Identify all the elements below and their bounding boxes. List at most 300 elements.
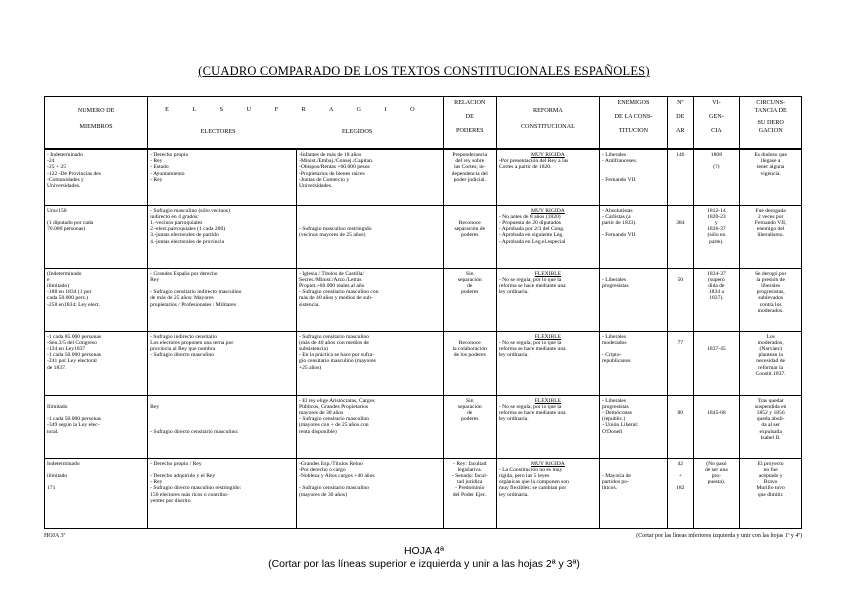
footer-instructions-right: (Cortar por las líneas inferiores izquierda y unir con las hojas 1ª y 4ª) bbox=[636, 533, 802, 539]
reforma-type: MUY RIGIDA bbox=[530, 152, 565, 158]
cell-line: 1808 bbox=[710, 152, 722, 158]
cell-reforma bbox=[496, 395, 599, 458]
cell-line: 1834-37 bbox=[707, 270, 726, 277]
cell-line: - En la práctica se hace por sufra- bbox=[298, 352, 374, 359]
table-row bbox=[45, 205, 802, 268]
cell-line: - Rey bbox=[150, 479, 163, 486]
cell-line: moderados, bbox=[757, 339, 784, 346]
cell-line: -Sen.3/5 del Congreso bbox=[47, 339, 97, 346]
cell-line: Bravo bbox=[763, 479, 778, 486]
cell-line: propietarios / Profesionales / Militares bbox=[150, 301, 236, 308]
cell-vigencia bbox=[693, 149, 740, 205]
cell-elegidos bbox=[296, 205, 443, 268]
cell-line: (sólo en bbox=[707, 232, 726, 239]
cell-line: poder judicial. bbox=[453, 176, 486, 183]
cell-line: Isabel II. bbox=[760, 434, 781, 441]
cell-reforma bbox=[496, 458, 599, 528]
cell-line: suspendida en bbox=[754, 403, 787, 410]
cell-line: -188 en 1834 (1 por bbox=[47, 289, 92, 296]
cell-line: - Fernando VII bbox=[601, 176, 636, 183]
cell-line: (Indeterminado bbox=[47, 270, 82, 277]
cell-line: -1 cada 50.000 personas bbox=[47, 416, 102, 423]
cell-line: de bbox=[467, 409, 473, 416]
cell-relacion bbox=[443, 395, 496, 458]
cell-electores bbox=[148, 205, 297, 268]
cell-circunstancia bbox=[740, 458, 802, 528]
header-elegidos: ELEGIDOS bbox=[342, 128, 373, 135]
cell-line: (más de 40 años con medios de bbox=[298, 339, 369, 346]
cell-line: de bbox=[467, 282, 473, 289]
cell-line: sublevados bbox=[758, 295, 784, 302]
cell-line: republicanos bbox=[601, 358, 631, 365]
cell-line: +25 años) bbox=[298, 364, 322, 371]
cell-line: -1 cada 85.000 personas bbox=[47, 333, 102, 340]
cell-line: legislativa. bbox=[457, 466, 482, 473]
cell-line: O'Donell bbox=[601, 428, 623, 435]
cell-line: necesidad de bbox=[756, 358, 785, 365]
cell-line: -Por derecho o cargo bbox=[298, 466, 346, 473]
cell-line: Tras quedar bbox=[757, 397, 784, 404]
reforma-type: FLEXIBLE bbox=[534, 333, 562, 340]
cell-line: - Sufragio censitario masculino bbox=[298, 416, 370, 423]
cell-miembros bbox=[45, 458, 148, 528]
cell-line: - Sufragio censitario masculino con bbox=[298, 289, 379, 296]
cell-line: -Obispos/Rentas +60.000 pesos bbox=[298, 164, 370, 171]
cell-line: provincia al Rey que nombra bbox=[150, 345, 216, 352]
cell-enemigos bbox=[599, 205, 667, 268]
cell-line: dependencia del bbox=[451, 170, 488, 177]
cell-line: Públicos, Grandes Propietarios bbox=[298, 403, 369, 410]
cell-vigencia bbox=[693, 395, 740, 458]
cell-line: -241 por Ley electoral bbox=[47, 358, 97, 365]
cell-line: - Sufragio censitario indirecto masculino bbox=[150, 289, 242, 296]
cell-line: - Liberales bbox=[601, 333, 627, 340]
reforma-type: MUY RIGIDA bbox=[530, 207, 565, 214]
cell-line: (No pasó bbox=[706, 460, 727, 467]
cell-line: 70.000 personas) bbox=[47, 226, 86, 233]
cell-line: de más de 25 años: Mayores bbox=[150, 295, 214, 302]
cell-line: -Propietarios de bienes raíces bbox=[298, 170, 365, 177]
cell-line: tad jurídica bbox=[457, 479, 483, 486]
cell-enemigos bbox=[599, 268, 667, 331]
cell-line: - Estado bbox=[150, 164, 169, 171]
cell-line: - Liberales bbox=[601, 152, 627, 158]
cell-line: - Unión Liberal: bbox=[601, 422, 639, 429]
cell-line: - No se regula, por lo que la bbox=[498, 403, 562, 410]
cell-line: - Sufragio masculino restringido bbox=[298, 226, 372, 233]
cell-line: separación bbox=[457, 403, 482, 410]
cell-line: - Sufragio indirecto censitario bbox=[150, 333, 218, 340]
cell-line: - El rey elige Aristócratas, Cargos bbox=[298, 397, 375, 404]
reforma-type: FLEXIBLE bbox=[534, 397, 562, 404]
cell-line: Reconoce bbox=[458, 339, 481, 346]
cell-line: - No antes de 8 años (1820) bbox=[498, 213, 561, 220]
cell-enemigos bbox=[599, 395, 667, 458]
cell-line: Es dudoso que bbox=[754, 152, 787, 158]
cell-line: 77 bbox=[677, 339, 684, 346]
cell-line: -24 bbox=[47, 158, 55, 165]
cell-line: partir de 1833). bbox=[601, 219, 637, 226]
cell-line: Se derogó por bbox=[754, 270, 787, 277]
cell-line: vigencia. bbox=[760, 170, 781, 177]
cell-line: - Antifranceses. bbox=[601, 158, 638, 165]
cell-line: (superó bbox=[708, 276, 725, 283]
cell-line: las Cortes; in- bbox=[454, 164, 486, 171]
header-electores: ELECTORES bbox=[200, 128, 236, 135]
cell-electores bbox=[148, 395, 297, 458]
cell-line: - Sufragio directo masculino restringido: bbox=[150, 485, 242, 492]
cell-line: de los poderes bbox=[453, 352, 486, 359]
cell-line: - Propuesta de 20 diputados bbox=[498, 219, 561, 226]
cell-line: - Rey bbox=[150, 176, 163, 183]
cell-reforma bbox=[496, 331, 599, 395]
cell-electores bbox=[148, 149, 297, 205]
cell-line: - No se regula, por lo que la bbox=[498, 339, 562, 346]
cell-line: - Sufragio censitario masculino bbox=[298, 333, 370, 340]
cell-line: separación de bbox=[454, 226, 486, 233]
cell-line: poderes bbox=[461, 232, 479, 239]
cell-line: - Fernando VII bbox=[601, 232, 636, 239]
cell-line: ley ordinaria. bbox=[498, 416, 529, 423]
cell-line: 50 bbox=[677, 276, 684, 283]
cell-line: Los bbox=[766, 333, 775, 340]
cell-line: -122 -De Provincias des bbox=[47, 170, 101, 177]
cell-line: - Liberales bbox=[601, 397, 627, 404]
cell-line: Propiet.+60.000 reales al año bbox=[298, 282, 365, 289]
cell-miembros bbox=[45, 268, 148, 331]
cell-line: Rey bbox=[150, 403, 160, 410]
cell-line: dida de bbox=[708, 282, 725, 289]
cell-line: que dimitir. bbox=[757, 491, 784, 498]
cell-line: -Nobleza y Altos cargos +40 años bbox=[298, 472, 375, 479]
cell-line: Rey bbox=[150, 276, 160, 283]
cell-circunstancia bbox=[740, 205, 802, 268]
cell-line: 2.-elect.parroquiales (1 cada 200) bbox=[150, 226, 226, 233]
cell-relacion bbox=[443, 205, 496, 268]
cell-line: cada 50.000 pers.) bbox=[47, 295, 89, 302]
cell-line: queda aboli- bbox=[756, 416, 785, 423]
cell-line: Sin bbox=[466, 270, 474, 277]
cell-line: Universidades. bbox=[47, 183, 81, 190]
cell-line: - Aprobada en Leg.el.especial bbox=[498, 238, 566, 245]
cell-line: 1836-37 bbox=[707, 226, 726, 233]
cell-line: rígida, pero las 5 leyes bbox=[498, 472, 550, 479]
cell-line: moderados. bbox=[757, 307, 784, 314]
cell-line: Universidades. bbox=[298, 183, 333, 190]
cell-line: ilimitado) bbox=[47, 282, 70, 289]
cell-line: e bbox=[47, 276, 50, 283]
header-sufragio: E L S U F R A G I O ELECTORES ELEGIDOS bbox=[148, 97, 444, 150]
cell-enemigos bbox=[599, 458, 667, 528]
reforma-type: FLEXIBLE bbox=[534, 270, 562, 277]
cell-line: (vecinos mayores de 25 años) bbox=[298, 232, 366, 239]
cell-elegidos bbox=[296, 149, 443, 205]
cell-elegidos bbox=[296, 395, 443, 458]
cell-line: - Sufragio directo masculino bbox=[150, 352, 214, 359]
cell-line: ley ordinaria. bbox=[498, 352, 529, 359]
cell-line: progresistas bbox=[601, 282, 629, 289]
cell-line: - Demócratas bbox=[601, 409, 632, 416]
cell-line: renta disponible) bbox=[298, 428, 337, 435]
cell-line: - Absolutistas bbox=[601, 207, 633, 214]
cell-line: pro- bbox=[711, 472, 722, 479]
footer-hoja-left: HOJA 3ª bbox=[44, 533, 66, 539]
cell-line: separación bbox=[457, 276, 482, 283]
cell-line: - Aprobada por 2/3 del Cong. bbox=[498, 226, 565, 233]
cell-line: 1812-14 bbox=[707, 207, 726, 214]
cell-vigencia bbox=[693, 268, 740, 331]
cell-line: (Narváez) bbox=[759, 345, 782, 352]
cell-line: parte). bbox=[709, 238, 724, 245]
cell-electores bbox=[148, 268, 297, 331]
cell-line: liberales bbox=[761, 282, 781, 289]
cell-miembros bbox=[45, 331, 148, 395]
cell-line: moderados bbox=[601, 339, 627, 346]
cell-line: del Poder Ejec. bbox=[452, 491, 487, 498]
cell-line: - Rey bbox=[150, 158, 163, 165]
cell-line: 171 bbox=[47, 485, 56, 492]
cell-line: de 1837. bbox=[47, 364, 67, 371]
cell-numero bbox=[668, 458, 694, 528]
cell-line: contra los bbox=[759, 301, 782, 308]
cell-line: - Aprobada en siguiente Leg. bbox=[498, 232, 564, 239]
cell-line: Ilimitado bbox=[47, 403, 68, 410]
cell-line: muy flexibles: se cambian por bbox=[498, 485, 567, 492]
cell-line: 150 electores más ricos o contribu- bbox=[150, 491, 229, 498]
cell-line: expulsada bbox=[759, 428, 782, 435]
cell-line: - Iglesia / Títulos de Castilla/ bbox=[298, 270, 364, 277]
cell-relacion bbox=[443, 331, 496, 395]
hoja-instructions: (Cortar por las líneas superior e izquierda y unir a las hojas 2ª y 3ª) bbox=[268, 558, 580, 570]
document-title: (CUADRO COMPARADO DE LOS TEXTOS CONSTITUCIONALES ESPAÑOLES) bbox=[198, 64, 650, 78]
cell-line: - Grandes España por derecho bbox=[150, 270, 218, 277]
cell-line: puesta). bbox=[707, 479, 726, 486]
table-row bbox=[45, 331, 802, 395]
cell-line: -134 en Ley1837 bbox=[47, 345, 86, 352]
cell-numero bbox=[668, 149, 694, 205]
cell-line: - Sufragio censitario masculino bbox=[298, 485, 370, 492]
cell-line: 1.-vecinos parroquiales bbox=[150, 219, 203, 226]
cell-line: - Ayuntamiento bbox=[150, 170, 185, 177]
cell-line: -Infantes de más de 18 años bbox=[298, 152, 362, 158]
cell-circunstancia bbox=[740, 268, 802, 331]
header-reforma: REFORMA CONSTITUCIONAL bbox=[496, 97, 599, 150]
cell-line: - Derecho propio bbox=[150, 152, 189, 158]
comparison-table bbox=[44, 96, 802, 529]
cell-line: Murillo tuvo bbox=[756, 485, 785, 492]
cell-numero bbox=[668, 268, 694, 331]
header-numero: Nº DE AR bbox=[668, 97, 694, 150]
cell-line: reforma se hace mediante una bbox=[498, 282, 566, 289]
cell-miembros bbox=[45, 205, 148, 268]
cell-line: orgánicas que la componen son bbox=[498, 479, 569, 486]
cell-line: 1834 a bbox=[708, 289, 724, 296]
cell-line: la presión de bbox=[756, 276, 785, 283]
cell-line: llegase a bbox=[760, 158, 781, 165]
cell-line: poderes bbox=[461, 289, 479, 296]
cell-line: reformar la bbox=[758, 364, 784, 371]
cell-line: El proyecto bbox=[757, 460, 784, 467]
cell-line: (mayores con + de 25 años con bbox=[298, 422, 369, 429]
cell-line: y bbox=[715, 219, 718, 226]
cell-line: Preponderancia bbox=[452, 152, 488, 158]
cell-relacion bbox=[443, 458, 496, 528]
cell-line: - Derecho propio / Rey bbox=[150, 460, 202, 467]
cell-line: -349 según la Ley elec- bbox=[47, 422, 100, 429]
cell-line: -Por presentación del Rey a las bbox=[498, 158, 569, 165]
table-row bbox=[45, 458, 802, 528]
header-row bbox=[45, 97, 802, 150]
cell-line: Los electores proponen una terna por bbox=[150, 339, 234, 346]
cell-miembros bbox=[45, 149, 148, 205]
cell-line: la colaboración bbox=[452, 345, 487, 352]
cell-line: - Sufragio masculino (sólo vecinos) bbox=[150, 207, 230, 214]
cell-line: -25 + 25 bbox=[47, 164, 67, 171]
table-row bbox=[45, 149, 802, 205]
cell-line: - La Constitución no es muy bbox=[498, 466, 563, 473]
cell-line: 1837-45 bbox=[707, 345, 726, 352]
cell-line: líticos. bbox=[601, 485, 618, 492]
hoja-title: HOJA 4ª bbox=[403, 545, 445, 557]
cell-vigencia bbox=[693, 205, 740, 268]
cell-relacion bbox=[443, 268, 496, 331]
cell-line: del rey sobre bbox=[455, 158, 485, 165]
cell-line: - Rey: facultad bbox=[453, 460, 487, 467]
cell-line: -1 cada 50.000 personas bbox=[47, 352, 102, 359]
cell-line: de ser una bbox=[705, 466, 728, 473]
cell-line: (mayores de 30 años) bbox=[298, 491, 347, 498]
cell-elegidos bbox=[296, 331, 443, 395]
cell-vigencia bbox=[693, 458, 740, 528]
cell-line: Uno/150 bbox=[47, 207, 67, 214]
cell-line: -Minist./Embaj./Consej./Capitan. bbox=[298, 158, 374, 165]
cell-line: 384 bbox=[676, 219, 685, 226]
cell-line: -258 en1834: Ley elect. bbox=[47, 301, 101, 308]
cell-line: 1837). bbox=[709, 295, 724, 302]
table-row bbox=[45, 395, 802, 458]
cell-line: liberalismo. bbox=[757, 232, 784, 239]
cell-line: da al ser bbox=[761, 422, 780, 429]
cell-line: sistencia. bbox=[298, 301, 320, 308]
cell-line: - Carlistas (a bbox=[601, 213, 631, 220]
header-miembros: NUMERO DE MIEMBROS bbox=[45, 97, 148, 150]
cell-vigencia bbox=[693, 331, 740, 395]
cell-line: reforma se hace mediante una bbox=[498, 409, 566, 416]
cell-elegidos bbox=[296, 458, 443, 528]
reforma-type: MUY RIGIDA bbox=[530, 460, 565, 467]
cell-relacion bbox=[443, 149, 496, 205]
cell-line: - Derecho adquirido y el Rey bbox=[150, 472, 216, 479]
cell-line: ley ordinaria. bbox=[498, 289, 529, 296]
cell-line: 2 veces por bbox=[757, 213, 784, 220]
cell-line: ley ordinaria. bbox=[498, 491, 529, 498]
cell-line: - Mayoría de bbox=[601, 472, 631, 479]
cell-circunstancia bbox=[740, 149, 802, 205]
cell-numero bbox=[668, 205, 694, 268]
cell-electores bbox=[148, 458, 297, 528]
cell-line: 182 bbox=[676, 485, 685, 492]
cell-line: Indeterminado bbox=[47, 460, 80, 467]
cell-line: Sin bbox=[466, 397, 474, 404]
cell-line: ilimitado bbox=[47, 472, 68, 479]
cell-line: subsistencia) bbox=[298, 345, 328, 352]
cell-line: reforma se hace mediante una bbox=[498, 345, 566, 352]
cell-line: (republic.) bbox=[601, 416, 626, 423]
cell-numero bbox=[668, 395, 694, 458]
cell-line: enemigo del bbox=[756, 226, 785, 233]
cell-line: -Comunidades y bbox=[47, 176, 84, 183]
cell-line: -Juntas de Comercio y bbox=[298, 176, 350, 183]
cell-line: (1 diputado por cada bbox=[47, 219, 94, 226]
cell-line: 1852 y 1856 bbox=[756, 409, 785, 416]
cell-line: - Cripto- bbox=[601, 352, 622, 359]
cell-line: 146 bbox=[676, 152, 685, 158]
cell-line: 3.-juntas electorales de partido bbox=[150, 232, 219, 239]
cell-numero bbox=[668, 331, 694, 395]
cell-line: Fernando VII, bbox=[754, 219, 787, 226]
cell-elegidos bbox=[296, 268, 443, 331]
cell-line: plantean la bbox=[758, 352, 783, 359]
cell-line: 42 bbox=[677, 460, 684, 467]
cell-electores bbox=[148, 331, 297, 395]
cell-line: Reconoce bbox=[458, 219, 481, 226]
header-enemigos: ENEMIGOS DE LA CONS- TITUCION bbox=[599, 97, 667, 150]
cell-line: 80 bbox=[677, 409, 684, 416]
cell-line: toral. bbox=[47, 428, 59, 435]
cell-line: - Liberales bbox=[601, 276, 627, 283]
cell-line: aceptado y bbox=[758, 472, 783, 479]
cell-line: + bbox=[678, 472, 682, 479]
cell-enemigos bbox=[599, 331, 667, 395]
cell-circunstancia bbox=[740, 331, 802, 395]
cell-circunstancia bbox=[740, 395, 802, 458]
cell-line: más de 40 años y medios de sub- bbox=[298, 295, 373, 302]
cell-line: yentes por distrito bbox=[150, 497, 191, 504]
cell-line: mayores de 30 años bbox=[298, 409, 344, 416]
cell-reforma bbox=[496, 205, 599, 268]
cell-reforma bbox=[496, 149, 599, 205]
cell-line: - Indeterminado bbox=[47, 152, 83, 158]
cell-line: partidos po- bbox=[601, 479, 629, 486]
cell-line: no fue bbox=[763, 466, 778, 473]
cell-line: - Senado: facul- bbox=[451, 472, 488, 479]
cell-line: gio censitario masculino (mayores bbox=[298, 358, 376, 365]
cell-line: Fue derogada bbox=[755, 207, 786, 214]
header-relacion: RELACION DE PODERES bbox=[443, 97, 496, 150]
header-vigencia: VI- GEN- CIA bbox=[693, 97, 740, 150]
table-row bbox=[45, 268, 802, 331]
cell-line: tener alguna bbox=[756, 164, 785, 171]
cell-line: - No se regula, por lo que la bbox=[498, 276, 562, 283]
cell-line: indirecto en 4 grados: bbox=[150, 213, 199, 220]
cell-line: progresistas, bbox=[756, 289, 785, 296]
cell-line: progresistas bbox=[601, 403, 629, 410]
cell-enemigos bbox=[599, 149, 667, 205]
cell-line: (?) bbox=[713, 164, 720, 171]
cell-miembros bbox=[45, 395, 148, 458]
cell-line: 4.-juntas electorales de provincia bbox=[150, 238, 225, 245]
page-label bbox=[0, 545, 848, 571]
cell-line: poderes bbox=[461, 416, 479, 423]
cell-line: -Grandes Esp./Títulos Reino bbox=[298, 460, 363, 467]
cell-line: - Predominio bbox=[455, 485, 485, 492]
cell-line: 1845-68 bbox=[707, 409, 726, 416]
cell-line: Secret./Minist./Arzo./Letras bbox=[298, 276, 362, 283]
cell-line: Cortes a partir de 1820. bbox=[498, 164, 552, 171]
cell-line: 1820-23 bbox=[707, 213, 726, 220]
header-circunstancia: CIRCUNS- TANCIA DE SU DERO GACION bbox=[740, 97, 802, 150]
cell-line: - Sufragio directo censitario masculino. bbox=[150, 428, 239, 435]
